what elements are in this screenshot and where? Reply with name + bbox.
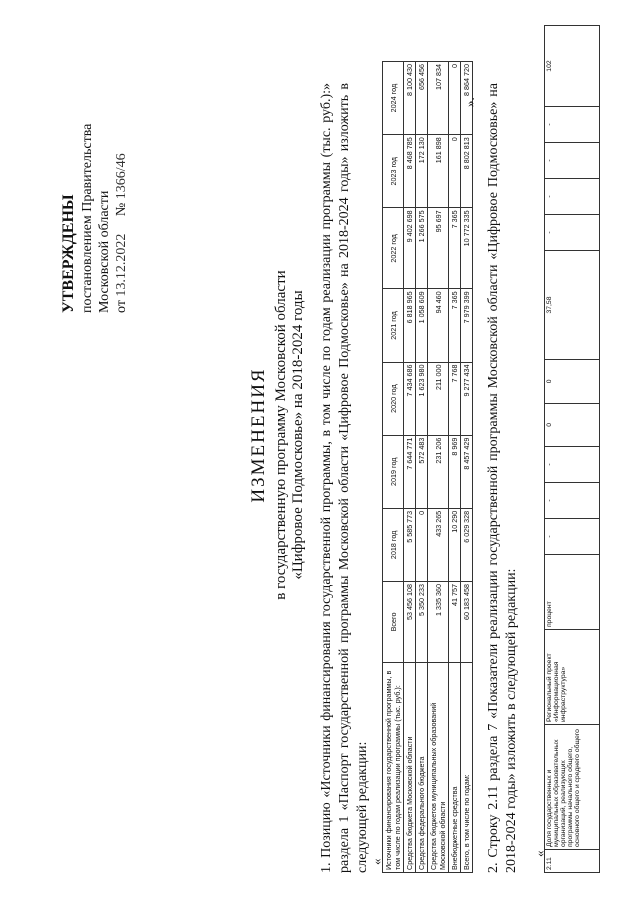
cell-2022: 9 402 698 [404, 208, 416, 289]
cell-2024: 8 864 720 [461, 62, 473, 135]
header-2021: 2021 год [383, 289, 404, 362]
approval-stamp: УТВЕРЖДЕНЫ [60, 194, 77, 313]
indicator-cell: 37,58 [545, 250, 600, 359]
cell-2022: 1 266 575 [416, 208, 428, 289]
cell-total: 60 183 458 [461, 581, 473, 662]
header-2022: 2022 год [383, 208, 404, 289]
indicator-cell: - [545, 179, 600, 215]
row-label: Внебюджетные средства [449, 663, 461, 873]
cell-total: 5 350 233 [416, 581, 428, 662]
cell-2018: 0 [416, 508, 428, 581]
row-label: Средства бюджета Московской области [404, 663, 416, 873]
table-row [416, 62, 428, 873]
item2-open-quote: « [532, 850, 547, 857]
cell-2018: 433 265 [428, 508, 449, 581]
cell-2020: 9 277 434 [461, 362, 473, 435]
indicator-name: Доля государственных и муниципальных образовательных организаций, реализующих программы начального общего, основного общего и среднего общего [545, 725, 600, 850]
cell-2020: 7 434 686 [404, 362, 416, 435]
finance-table [382, 61, 473, 873]
row-number: 2.11 [545, 850, 600, 873]
approval-line1: постановлением Правительства [80, 123, 95, 313]
header-2018: 2018 год [383, 508, 404, 581]
indicator-cell: - [545, 107, 600, 143]
item1-close-quote: ». [462, 97, 477, 107]
approval-number: 1366/46 [114, 153, 129, 200]
item2-paragraph: 2. Строку 2.11 раздела 7 «Показатели реализации государственной программы Московской области «Цифровое Подмосковье» на 2018-2024 годы» изложить в следующей редакции: [486, 83, 519, 873]
cell-total: 53 456 108 [404, 581, 416, 662]
cell-2024: 8 100 430 [404, 62, 416, 135]
cell-2023: 8 468 785 [404, 135, 416, 208]
table-row [449, 62, 461, 873]
cell-2024: 107 834 [428, 62, 449, 135]
cell-2020: 1 623 980 [416, 362, 428, 435]
cell-2018: 5 585 773 [404, 508, 416, 581]
title-heading: ИЗМЕНЕНИЯ [248, 367, 269, 503]
cell-2021: 1 058 609 [416, 289, 428, 362]
document-title [250, 35, 307, 835]
cell-total: 1 335 360 [428, 581, 449, 662]
cell-2024: 0 [449, 62, 461, 135]
header-total: Всего [383, 581, 404, 662]
indicator-cell: - [545, 215, 600, 251]
cell-2019: 8 969 [449, 435, 461, 508]
item1-paragraph: 1. Позицию «Источники финансирования государственной программы, в том числе по годам реализации программы (тыс. руб.):» раздела 1 «Паспорт государственной программы Московской области «Цифровое Подмосковье» на 2018-2024 годы» изложить в следующей редакции: [319, 83, 370, 873]
date-prefix: от [114, 300, 129, 313]
title-line1: в государственную программу Московской области [273, 270, 289, 600]
cell-2023: 0 [449, 135, 461, 208]
cell-2019: 8 457 429 [461, 435, 473, 508]
cell-2021: 7 365 [449, 289, 461, 362]
cell-2021: 6 818 965 [404, 289, 416, 362]
cell-2018: 6 029 328 [461, 508, 473, 581]
table-row [461, 62, 473, 873]
number-prefix: № [114, 202, 129, 217]
cell-2023: 172 130 [416, 135, 428, 208]
approval-date: 13.12.2022 [114, 233, 129, 297]
cell-2021: 7 979 399 [461, 289, 473, 362]
cell-2018: 10 290 [449, 508, 461, 581]
cell-2019: 231 206 [428, 435, 449, 508]
cell-2020: 211 000 [428, 362, 449, 435]
indicator-table [544, 25, 600, 873]
table-row [545, 26, 600, 873]
indicator-cell: 102 [545, 26, 600, 107]
table-row [404, 62, 416, 873]
row-label: Средства федерального бюджета [416, 663, 428, 873]
cell-total: 41 757 [449, 581, 461, 662]
indicator-cell: - [545, 483, 600, 519]
header-2023: 2023 год [383, 135, 404, 208]
header-2024: 2024 год [383, 62, 404, 135]
cell-2020: 7 768 [449, 362, 461, 435]
table-row [428, 62, 449, 873]
indicator-project: Региональный проект «Информационная инфраструктура» [545, 630, 600, 725]
cell-2023: 8 802 813 [461, 135, 473, 208]
approval-block [60, 124, 130, 313]
header-2020: 2020 год [383, 362, 404, 435]
cell-2023: 161 898 [428, 135, 449, 208]
header-source: Источники финансирования государственной программы, в том числе по годам реализации программы (тыс. руб.): [383, 663, 404, 873]
indicator-cell: - [545, 143, 600, 179]
finance-header-row [383, 62, 404, 873]
cell-2024: 656 456 [416, 62, 428, 135]
indicator-cell: - [545, 519, 600, 555]
indicator-cell: 0 [545, 360, 600, 404]
title-line2: «Цифровое Подмосковье» на 2018-2024 годы [290, 290, 306, 580]
row-label: Средства бюджетов муниципальных образований Московской области [428, 663, 449, 873]
cell-2021: 94 460 [428, 289, 449, 362]
item1-open-quote: « [369, 858, 384, 865]
cell-2022: 10 772 335 [461, 208, 473, 289]
approval-date-line [113, 124, 130, 313]
cell-2022: 7 365 [449, 208, 461, 289]
indicator-cell: 0 [545, 403, 600, 447]
cell-2022: 95 697 [428, 208, 449, 289]
cell-2019: 572 483 [416, 435, 428, 508]
row-label: Всего, в том числе по годам: [461, 663, 473, 873]
cell-2019: 7 644 771 [404, 435, 416, 508]
approval-line2: Московской области [97, 190, 112, 313]
indicator-unit: процент [545, 555, 600, 630]
indicator-cell: - [545, 447, 600, 483]
header-2019: 2019 год [383, 435, 404, 508]
